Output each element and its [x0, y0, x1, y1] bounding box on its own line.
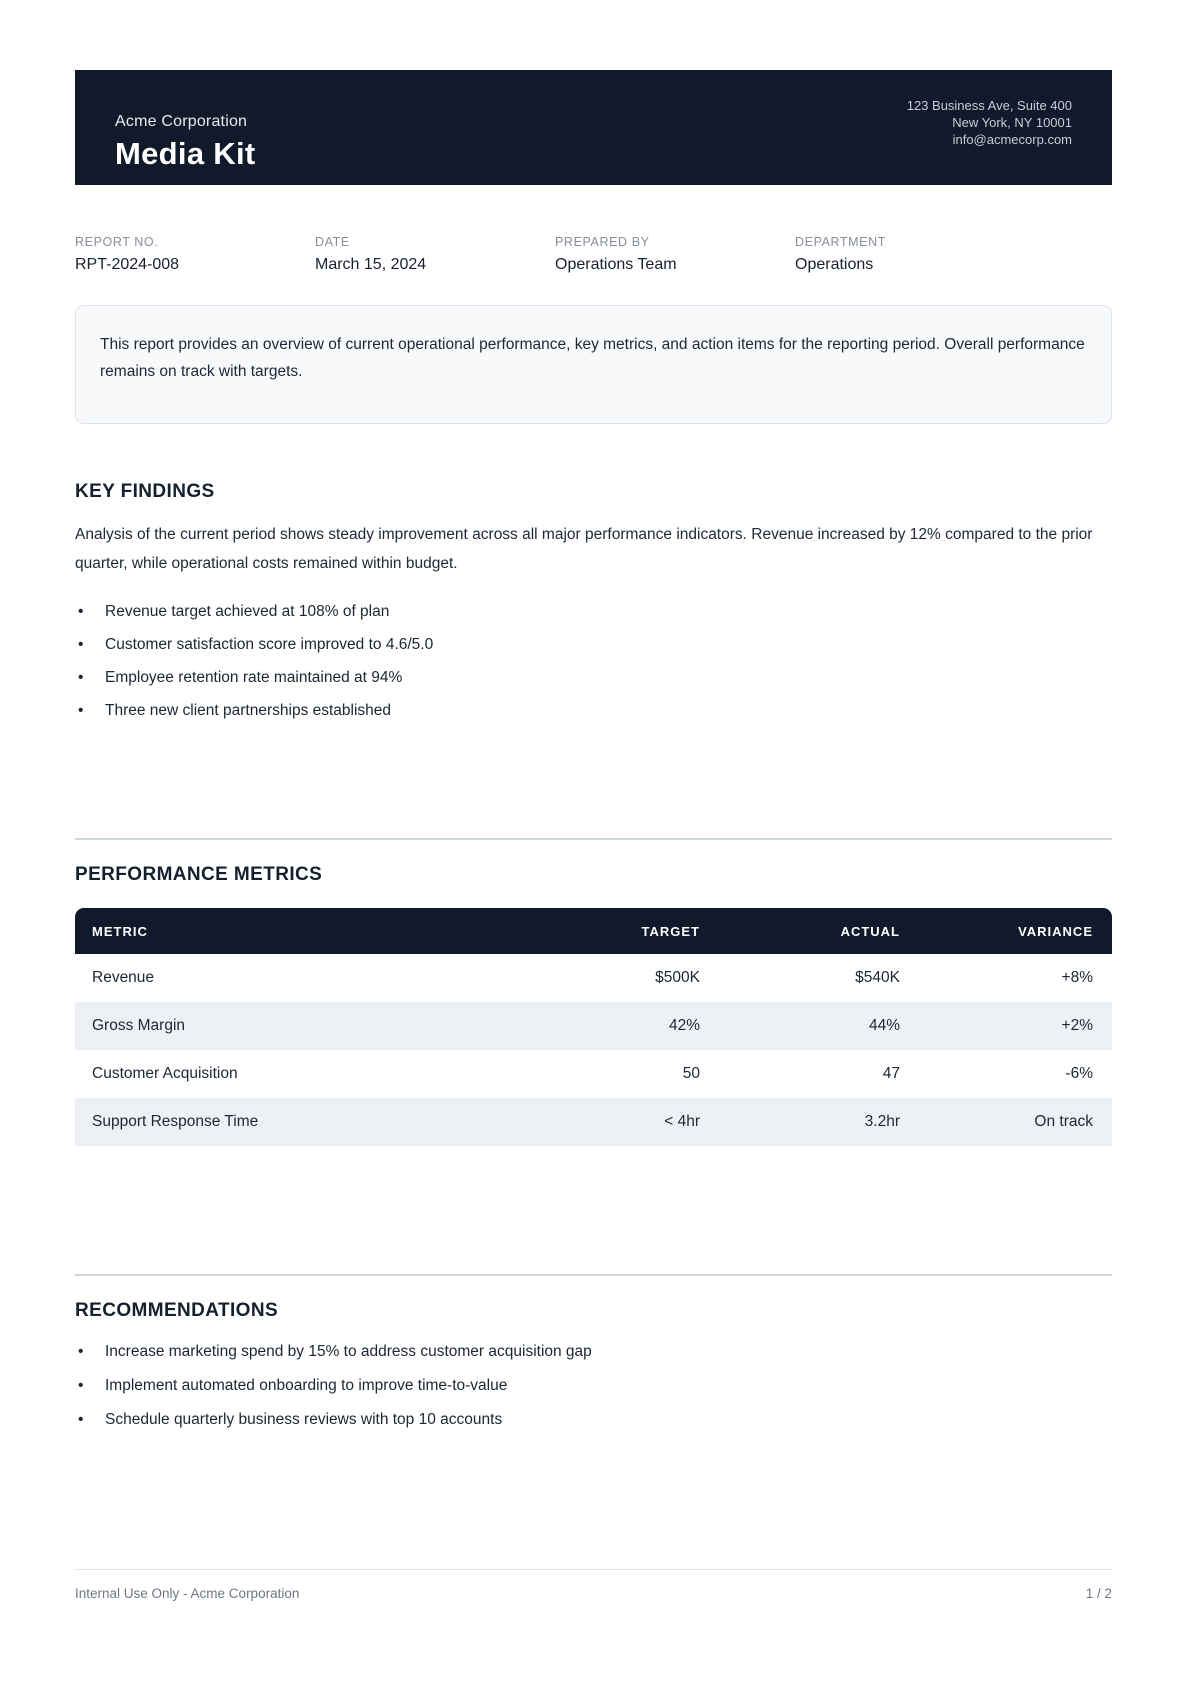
page-footer: [75, 1569, 1112, 1601]
column-header-variance: VARIANCE: [1018, 923, 1093, 939]
meta-field-department: [795, 235, 1112, 274]
table-cell-target: < 4hr: [664, 1113, 700, 1130]
table-row: [75, 1002, 1112, 1050]
document-title: Media Kit: [115, 135, 256, 171]
meta-value: Operations Team: [555, 256, 677, 273]
summary-callout: [75, 305, 1112, 424]
key-findings-heading: KEY FINDINGS: [75, 481, 215, 502]
column-header-target: TARGET: [641, 923, 700, 939]
meta-value: March 15, 2024: [315, 256, 427, 273]
table-cell-target: 42%: [668, 1017, 700, 1034]
list-item: • Employee retention rate maintained at 94%: [75, 668, 1112, 687]
recommendations-list: [75, 1342, 1112, 1429]
table-cell-variance: +2%: [1061, 1017, 1093, 1034]
meta-label: DEPARTMENT: [795, 235, 886, 249]
section-divider: [75, 1274, 1112, 1276]
company-email: info@acmecorp.com: [952, 132, 1072, 147]
performance-metrics-heading: PERFORMANCE METRICS: [75, 864, 323, 885]
list-item: • Implement automated onboarding to improve time-to-value: [75, 1376, 1112, 1395]
table-cell-actual: $540K: [855, 969, 900, 986]
table-row: [75, 1050, 1112, 1098]
table-cell-metric: Customer Acquisition: [92, 1065, 238, 1082]
recommendations-heading: RECOMMENDATIONS: [75, 1300, 279, 1321]
column-header-actual: ACTUAL: [840, 923, 900, 939]
company-address-block: [907, 97, 1072, 148]
meta-value: Operations: [795, 256, 874, 273]
list-item: • Three new client partnerships established: [75, 701, 1112, 720]
meta-label: REPORT NO.: [75, 235, 159, 249]
table-cell-actual: 44%: [868, 1017, 900, 1034]
page-number: 1 / 2: [1085, 1586, 1112, 1601]
table-cell-variance: On track: [1034, 1113, 1093, 1130]
table-cell-target: 50: [682, 1065, 700, 1082]
key-findings-paragraph: Analysis of the current period shows steady improvement across all major performance indicators. Revenue increased by 12% compared to the prior quarter, while operational costs remained within budget.: [75, 526, 1093, 572]
column-header-metric: METRIC: [92, 923, 148, 939]
page-content: [0, 70, 1190, 1429]
list-item: • Revenue target achieved at 108% of plan: [75, 602, 1112, 621]
performance-metrics-table: [75, 908, 1112, 1146]
table-cell-target: $500K: [655, 969, 700, 986]
meta-value: RPT-2024-008: [75, 256, 180, 273]
address-line: New York, NY 10001: [952, 115, 1072, 130]
list-item: • Customer satisfaction score improved to 4.6/5.0: [75, 635, 1112, 654]
table-cell-variance: +8%: [1061, 969, 1093, 986]
company-name: Acme Corporation: [115, 112, 248, 130]
table-cell-actual: 3.2hr: [864, 1113, 900, 1130]
footer-confidentiality-note: Internal Use Only - Acme Corporation: [75, 1586, 300, 1601]
section-divider: [75, 838, 1112, 840]
banner-identity: [115, 113, 256, 169]
meta-field-prepared-by: [555, 235, 795, 274]
report-meta-row: [75, 235, 1112, 274]
report-banner: [75, 70, 1112, 185]
table-cell-metric: Revenue: [92, 969, 155, 986]
key-findings-list: [75, 602, 1112, 720]
table-cell-actual: 47: [882, 1065, 900, 1082]
table-cell-variance: -6%: [1065, 1065, 1093, 1082]
address-line: 123 Business Ave, Suite 400: [906, 98, 1072, 113]
table-row: [75, 1098, 1112, 1146]
footer-row: [75, 1586, 1112, 1601]
summary-text: This report provides an overview of current operational performance, key metrics, and action items for the reporting period. Overall performance remains on track with targets.: [100, 336, 1085, 380]
list-item: • Increase marketing spend by 15% to address customer acquisition gap: [75, 1342, 1112, 1361]
meta-field-report-no: [75, 235, 315, 274]
table-cell-metric: Support Response Time: [92, 1113, 259, 1130]
table-cell-metric: Gross Margin: [92, 1017, 186, 1034]
list-item: • Schedule quarterly business reviews with top 10 accounts: [75, 1410, 1112, 1429]
footer-divider: [75, 1569, 1112, 1570]
meta-label: PREPARED BY: [555, 235, 650, 249]
meta-field-date: [315, 235, 555, 274]
table-header-row: [75, 908, 1112, 954]
meta-label: DATE: [315, 235, 350, 249]
table-row: [75, 954, 1112, 1002]
